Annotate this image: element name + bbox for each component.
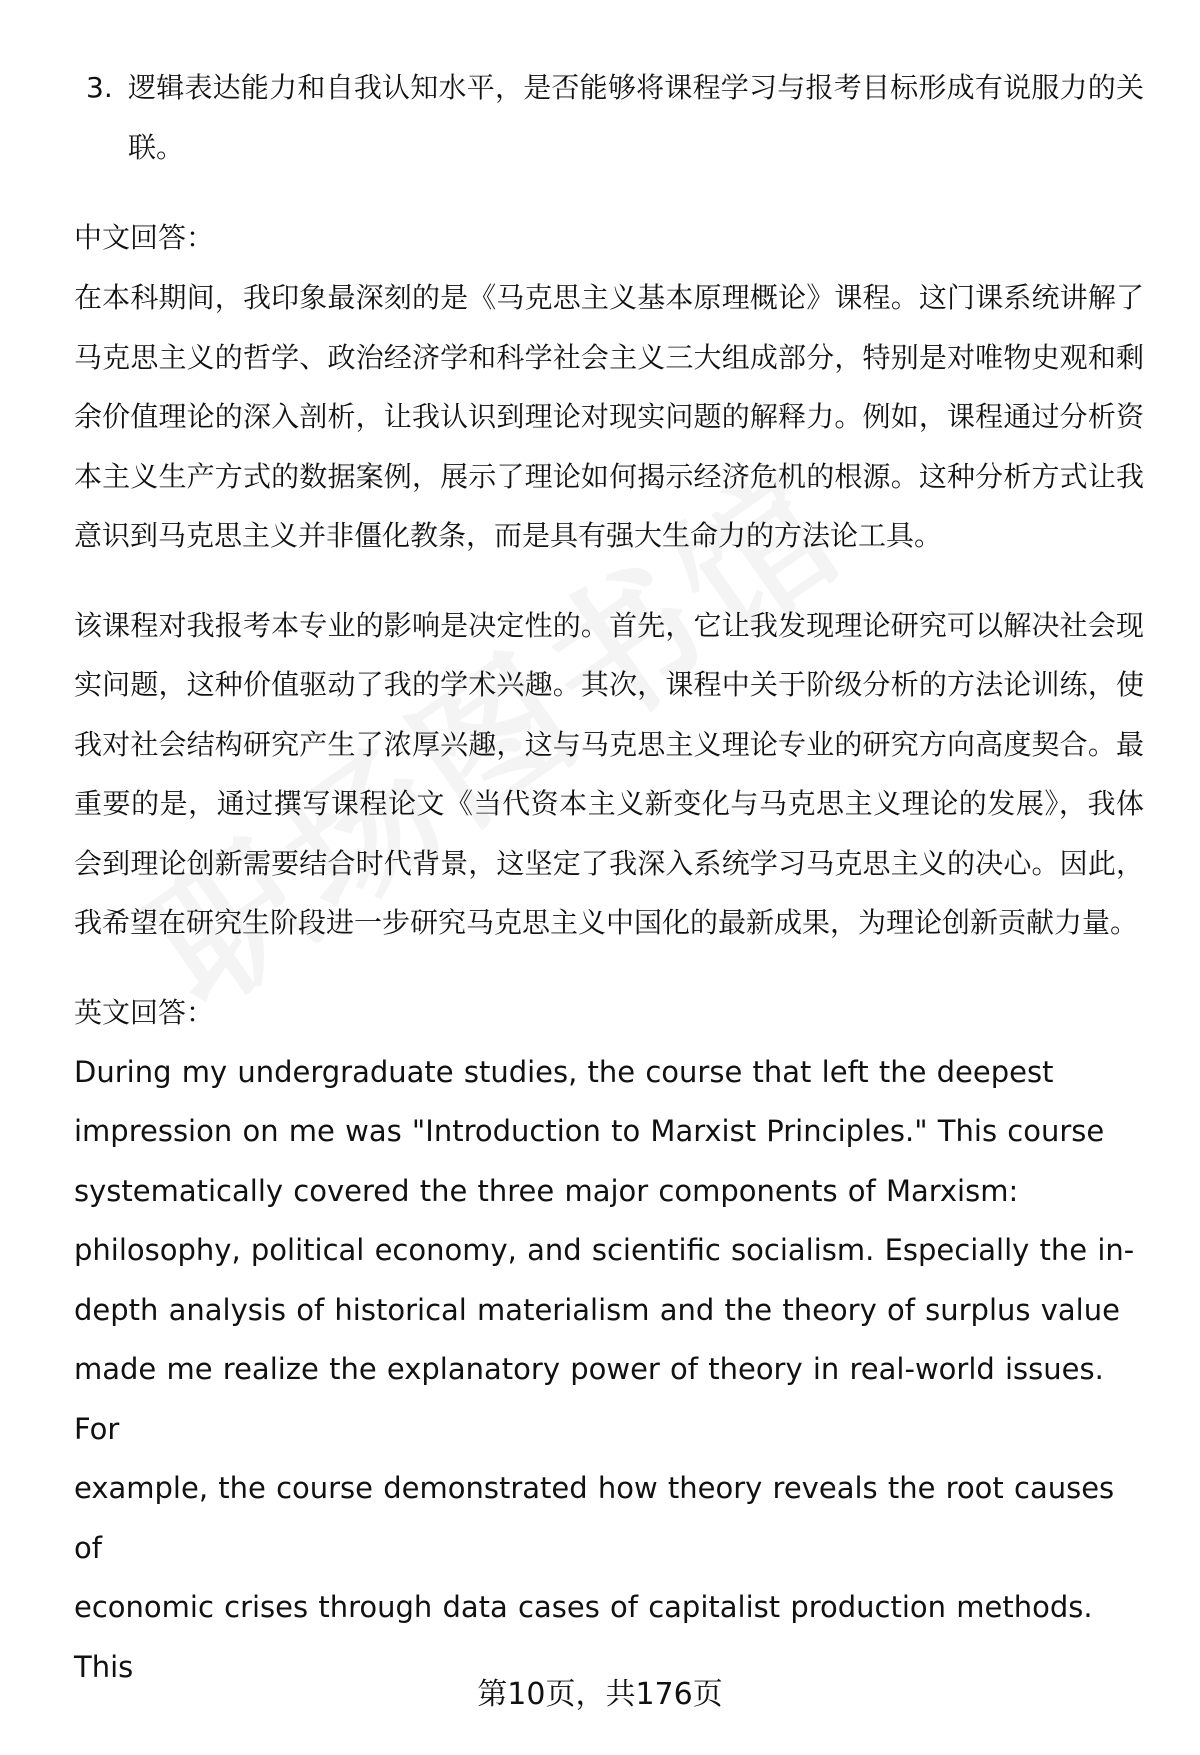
- chinese-paragraph: 在本科期间，我印象最深刻的是《马克思主义基本原理概论》课程。这门课系统讲解了马克思主义的哲学、政治经济学和科学社会主义三大组成部分，特别是对唯物史观和剩余价值理论的深入剖析，让我认识到理论对现实问题的解释力。例如，课程通过分析资本主义生产方式的数据案例，展示了理论如何揭示经济危机的根源。这种分析方式让我意识到马克思主义并非僵化教条，而是具有强大生命力的方法论工具。: [74, 281, 1144, 552]
- english-line: example, the course demonstrated how theory reveals the root causes of: [74, 1471, 1115, 1565]
- item-text: 逻辑表达能力和自我认知水平，是否能够将课程学习与报考目标形成有说服力的关联。: [128, 71, 1144, 164]
- chinese-answer-label: 中文回答：: [74, 221, 215, 254]
- english-line: impression on me was "Introduction to Marxist Principles." This course: [74, 1114, 1105, 1148]
- numbered-item-3: [74, 58, 1144, 178]
- english-line: depth analysis of historical materialism and the theory of surplus value: [74, 1292, 1120, 1327]
- english-line: systematically covered the three major components of Marxism:: [74, 1173, 1019, 1208]
- english-line: During my undergraduate studies, the course that left the deepest: [74, 1054, 1054, 1089]
- english-line: philosophy, political economy, and scientific socialism. Especially the in-: [74, 1233, 1135, 1267]
- chinese-paragraph: 该课程对我报考本专业的影响是决定性的。首先，它让我发现理论研究可以解决社会现实问题，这种价值驱动了我的学术兴趣。其次，课程中关于阶级分析的方法论训练，使我对社会结构研究产生了浓厚兴趣，这与马克思主义理论专业的研究方向高度契合。最重要的是，通过撰写课程论文《当代资本主义新变化与马克思主义理论的发展》，我体会到理论创新需要结合时代背景，这坚定了我深入系统学习马克思主义的决心。因此，我希望在研究生阶段进一步研究马克思主义中国化的最新成果，为理论创新贡献力量。: [74, 608, 1144, 939]
- page-content: [74, 58, 1144, 1697]
- item-number: 3.: [86, 71, 113, 104]
- english-answer-label: 英文回答：: [74, 995, 215, 1029]
- english-line: made me realize the explanatory power of theory in real-world issues. For: [74, 1352, 1104, 1446]
- page-number-footer: 第10页，共176页: [477, 1677, 723, 1712]
- english-line: economic crises through data cases of capitalist production methods. This: [74, 1590, 1093, 1684]
- english-paragraph: [74, 1043, 1144, 1698]
